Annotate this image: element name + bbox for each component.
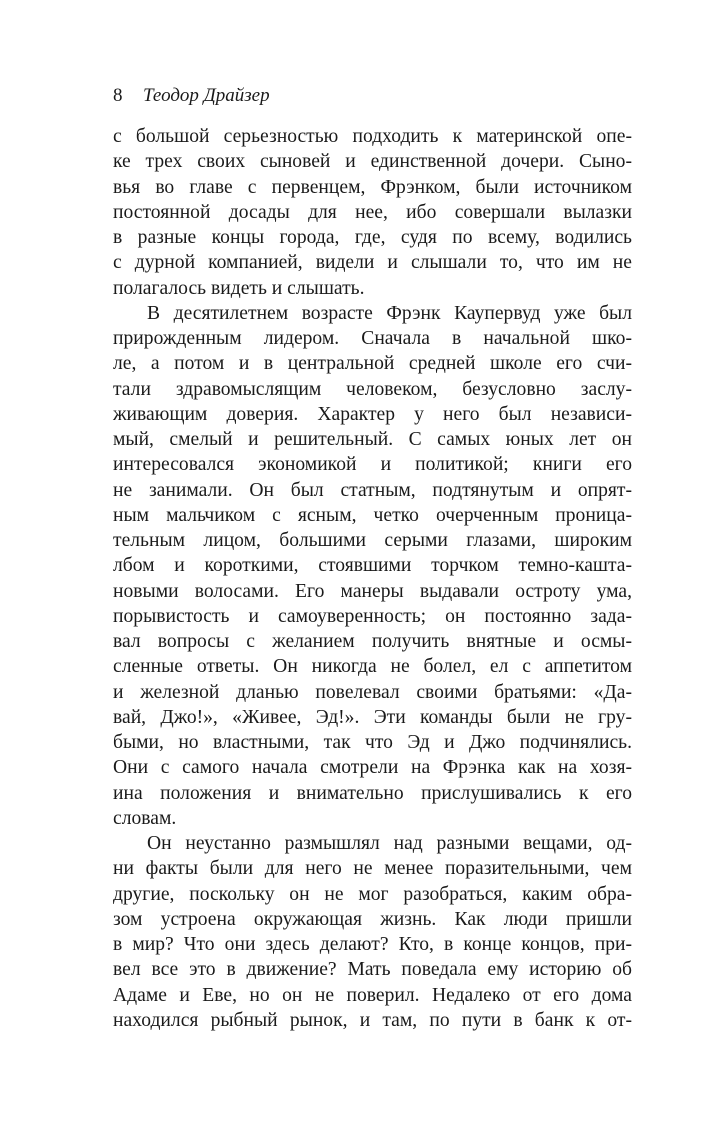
text-line: ина положения и внимательно прислушивались к его xyxy=(113,782,632,804)
text-line: Адаме и Еве, но он не поверил. Недалеко от его дома xyxy=(113,984,632,1006)
text-line: в мир? Что они здесь делают? Кто, в конце концов, при- xyxy=(113,934,632,955)
paragraph-first-line: Он неустанно размышлял над разными вещами, од- xyxy=(147,833,632,854)
text-line: прирожденным лидером. Сначала в начальной шко- xyxy=(113,328,632,349)
text-line: зом устроена окружающая жизнь. Как люди пришли xyxy=(113,908,632,930)
text-line: ни факты были для него не менее поразительными, чем xyxy=(113,858,632,880)
text-line: не занимали. Он был статным, подтянутым и опрят- xyxy=(113,479,632,501)
text-line: тельным лицом, большими серыми глазами, широким xyxy=(113,530,632,551)
text-line: сленные ответы. Он никогда не болел, ел с аппетитом xyxy=(113,656,632,678)
text-line: ле, а потом и в центральной средней школе его счи- xyxy=(113,353,632,375)
text-line: новыми волосами. Его манеры выдавали остроту ума, xyxy=(113,580,632,602)
text-line: интересовался экономикой и политикой; книги его xyxy=(113,454,632,476)
body-text xyxy=(113,124,632,1033)
paragraph-first-line: В десятилетнем возрасте Фрэнк Каупервуд уже был xyxy=(147,302,632,324)
page-number: 8 xyxy=(113,85,123,106)
text-line: ке трех своих сыновей и единственной дочери. Сыно- xyxy=(113,151,632,173)
text-line: словам. xyxy=(113,807,177,829)
text-line: вел все это в движение? Мать поведала ему историю об xyxy=(113,959,632,981)
text-line: в разные концы города, где, судя по всему, водились xyxy=(113,227,632,248)
text-line: находился рыбный рынок, и там, по пути в банк к от- xyxy=(113,1009,632,1031)
text-line: мый, смелый и решительный. С самых юных лет он xyxy=(113,429,632,450)
text-line: лбом и короткими, стоявшими торчком темно-кашта- xyxy=(113,555,632,577)
text-line: с дурной компанией, видели и слышали то, что им не xyxy=(113,252,632,274)
text-line: Они с самого начала смотрели на Фрэнка как на хозя- xyxy=(113,757,632,779)
text-line: быми, но властными, так что Эд и Джо подчинялись. xyxy=(113,732,632,753)
text-line: тали здравомыслящим человеком, безусловно заслу- xyxy=(113,378,632,400)
text-line: ным мальчиком с ясным, четко очерченным проница- xyxy=(113,504,632,526)
running-header-author: Теодор Драйзер xyxy=(143,85,270,106)
text-line: вал вопросы с желанием получить внятные и осмы- xyxy=(113,631,632,652)
text-line: порывистость и самоуверенность; он постоянно зада- xyxy=(113,605,632,627)
text-line: с большой серьезностью подходить к материнской опе- xyxy=(113,126,632,147)
text-line: полагалось видеть и слышать. xyxy=(113,277,365,299)
text-line: вай, Джо!», «Живее, Эд!». Эти команды были не гру- xyxy=(113,706,632,728)
text-line: другие, поскольку он не мог разобраться, каким обра- xyxy=(113,883,632,905)
text-line: живающим доверия. Характер у него был независи- xyxy=(113,403,632,425)
text-line: вья во главе с первенцем, Фрэнком, были источником xyxy=(113,176,632,198)
text-line: и железной дланью повелевал своими братьями: «Да- xyxy=(113,681,632,703)
text-line: постоянной досады для нее, ибо совершали вылазки xyxy=(113,201,632,223)
running-header xyxy=(113,84,270,108)
